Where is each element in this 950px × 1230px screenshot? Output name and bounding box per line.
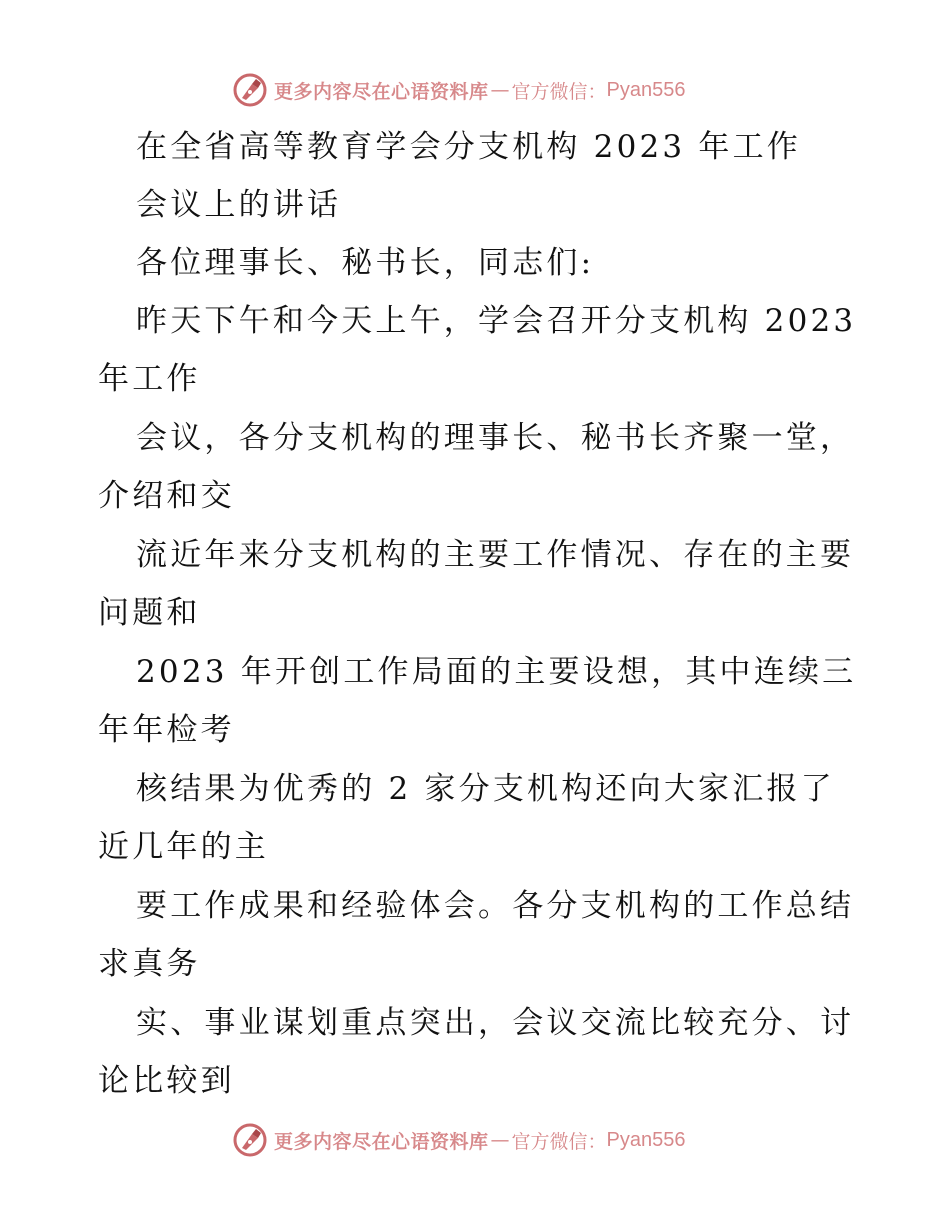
document-line: 年工作	[98, 361, 201, 397]
pen-nib-logo-icon	[232, 1122, 268, 1158]
document-line: 要工作成果和经验体会。各分支机构的工作总结	[136, 888, 855, 924]
document-salutation: 各位理事长、秘书长，同志们:	[136, 245, 595, 281]
document-line: 实、事业谋划重点突出，会议交流比较充分、讨	[136, 1005, 855, 1041]
document-title-line-1: 在全省高等教育学会分支机构 2023 年工作	[136, 129, 801, 165]
footer-banner-separator: —	[490, 1129, 510, 1151]
footer-banner-sub-text: 官方微信：	[511, 1130, 607, 1153]
document-line: 核结果为优秀的 2 家分支机构还向大家汇报了	[136, 771, 835, 807]
footer-banner	[232, 1120, 686, 1160]
header-banner-wechat-id: Pyan556	[606, 78, 686, 101]
document-line: 求真务	[98, 946, 201, 982]
document-line: 近几年的主	[98, 829, 269, 865]
header-banner-main-text: 更多内容尽在心语资料库	[274, 80, 489, 103]
document-line: 昨天下午和今天上午，学会召开分支机构 2023	[136, 303, 857, 339]
document-line: 年年检考	[98, 712, 235, 748]
header-banner	[232, 70, 686, 110]
document-line: 流近年来分支机构的主要工作情况、存在的主要	[136, 537, 855, 573]
document-line: 论比较到	[98, 1063, 235, 1099]
document-line: 会议，各分支机构的理事长、秘书长齐聚一堂，	[136, 420, 855, 456]
footer-banner-wechat-id: Pyan556	[606, 1128, 686, 1151]
footer-banner-main-text: 更多内容尽在心语资料库	[274, 1130, 489, 1153]
pen-nib-logo-icon	[232, 72, 268, 108]
document-line: 2023 年开创工作局面的主要设想，其中连续三	[136, 654, 857, 690]
header-banner-sub-text: 官方微信：	[511, 80, 607, 103]
document-title-line-2: 会议上的讲话	[136, 187, 342, 223]
document-line: 介绍和交	[98, 478, 235, 514]
document-line: 问题和	[98, 595, 201, 631]
header-banner-separator: —	[490, 79, 510, 101]
